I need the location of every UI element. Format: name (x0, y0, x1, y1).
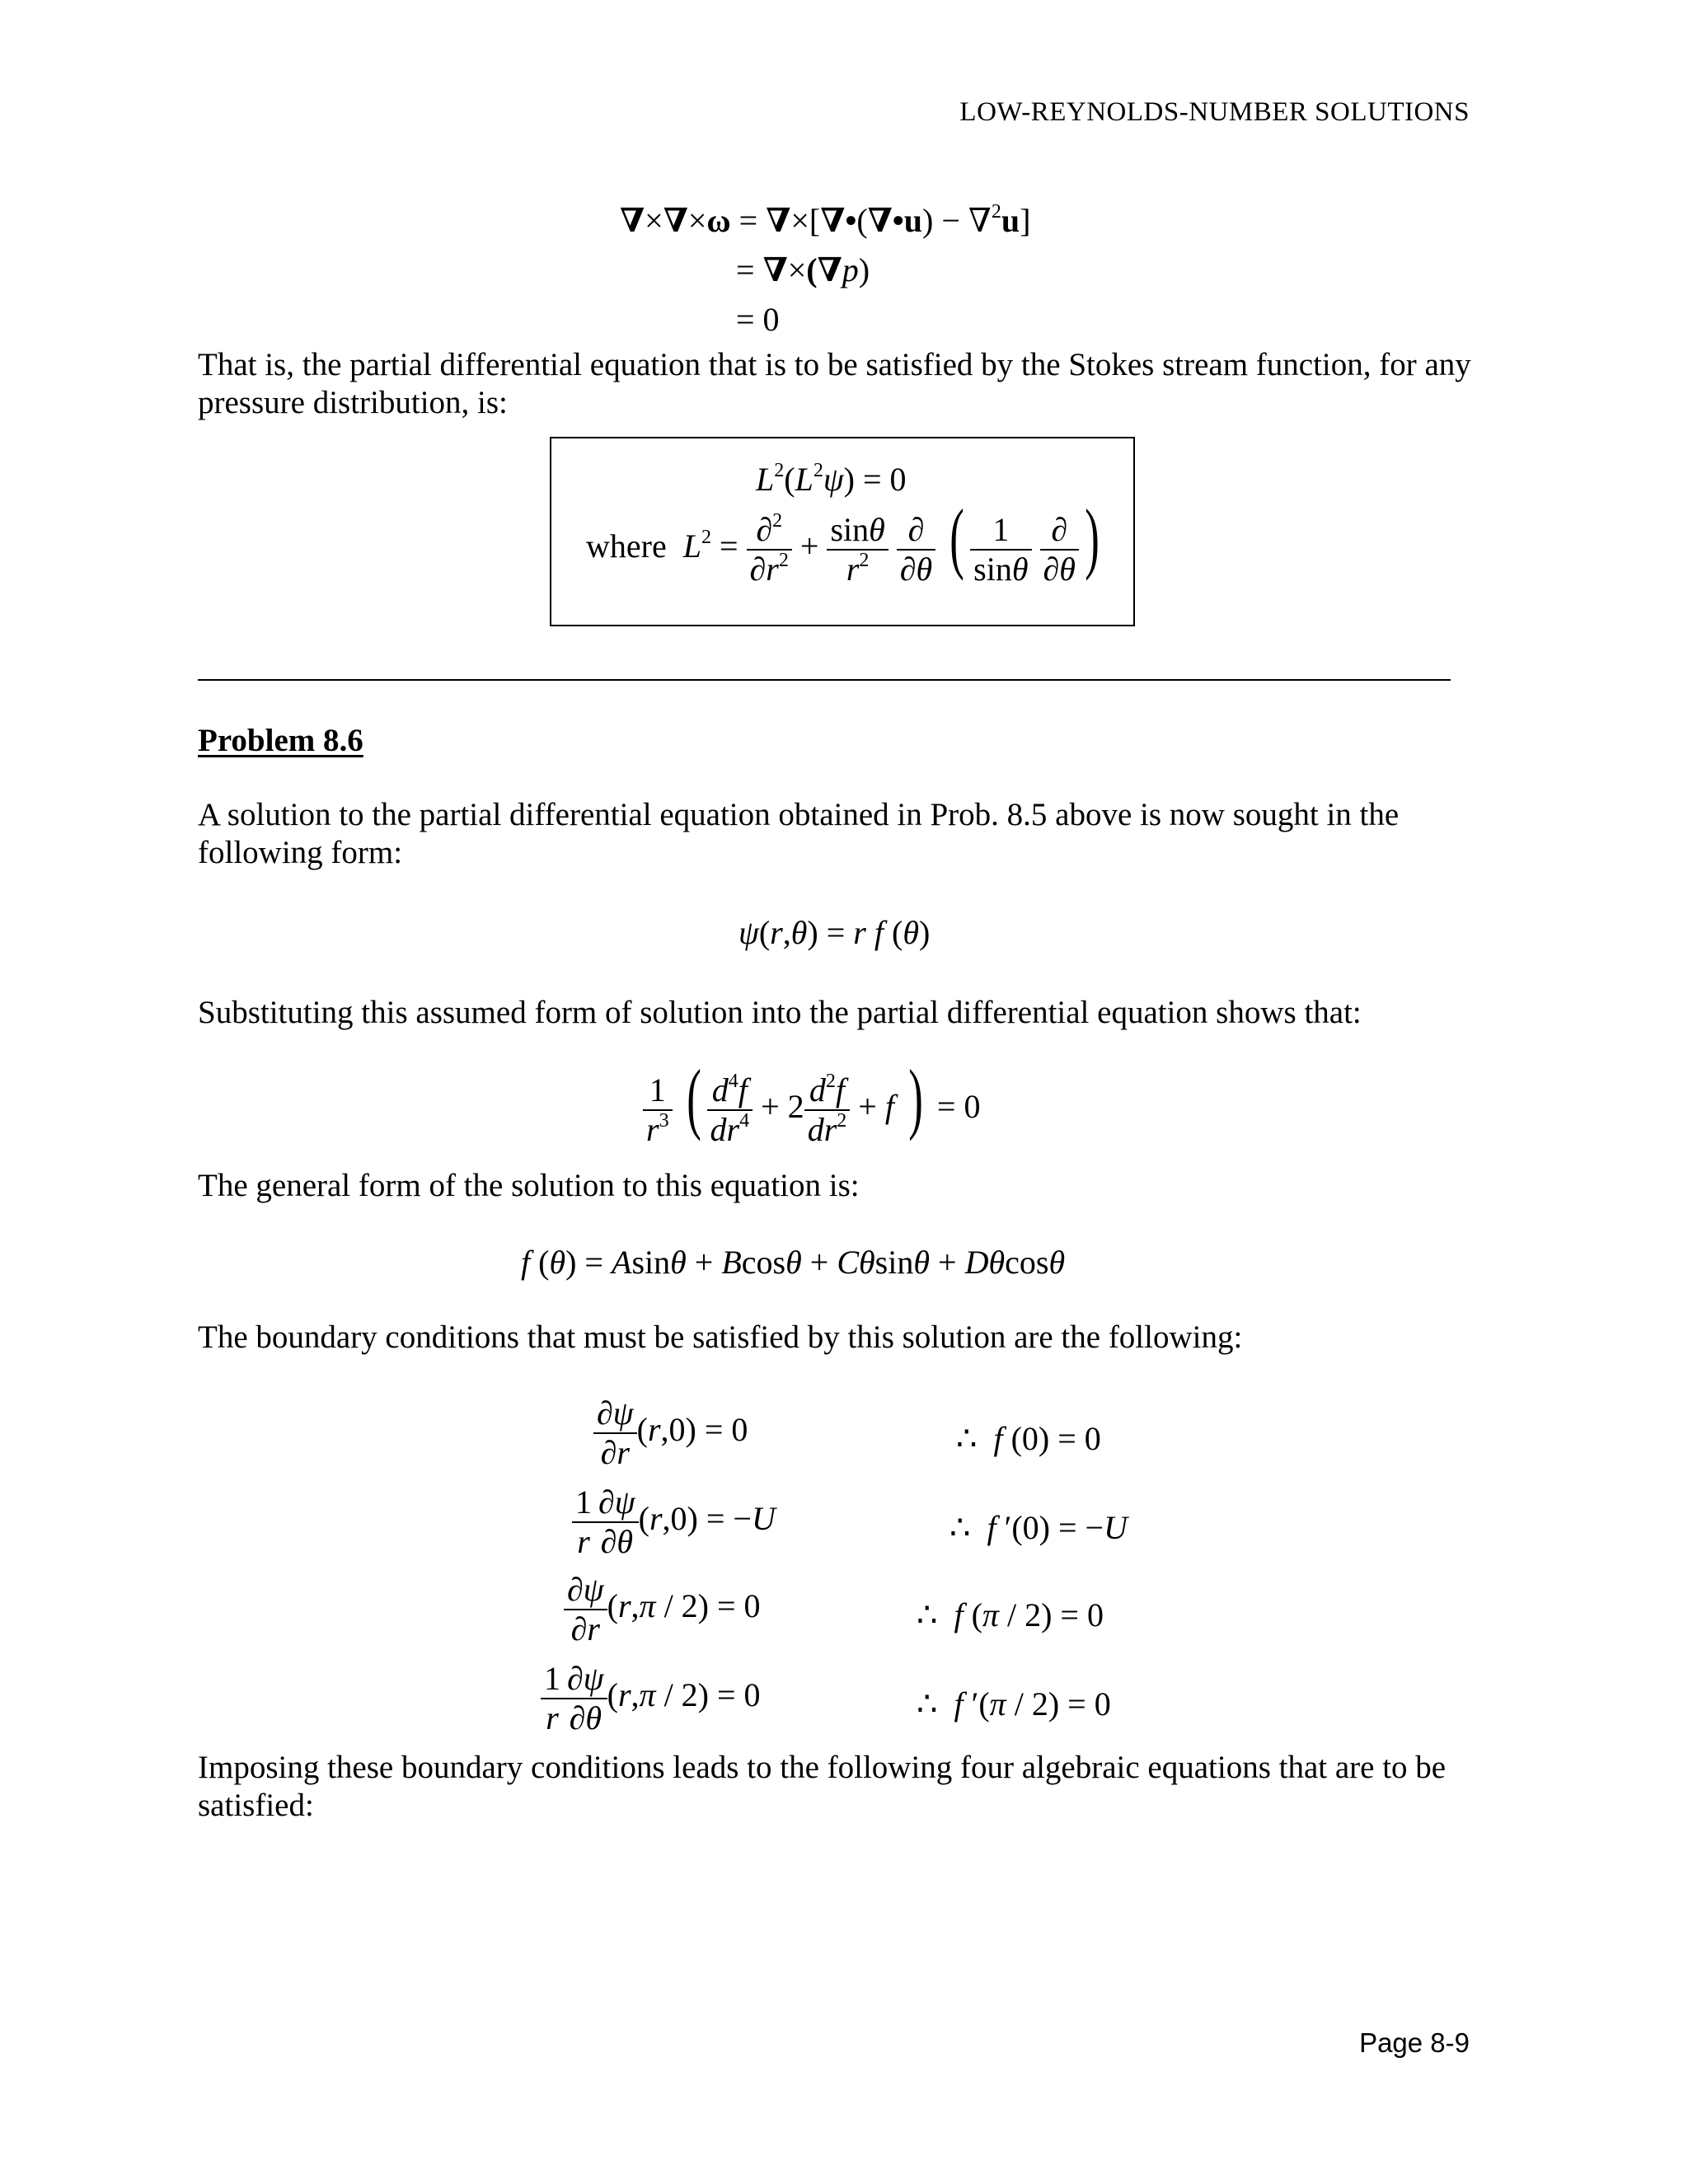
boundary-conditions-paragraph: The boundary conditions that must be satisfied by this solution are the following: (198, 1319, 1243, 1355)
equation-curl-curl-vorticity: ∇×∇×ω = ∇×[∇•(∇•u) − ∇$^2$u] (620, 201, 1031, 239)
problem-paragraph: A solution to the partial differential equation obtained in Prob. 8.5 above is now sought in the following form: (198, 797, 1400, 870)
bc-3-left: $\frac{\partial\psi}{\partial r}$ (r,π / 2) = 0 (564, 1571, 761, 1648)
bc-1-right: ∴ f (0) = 0 (956, 1420, 1101, 1457)
equation-general-solution: f (θ) = Asinθ + Bcosθ + Cθsinθ + Dθcosθ (521, 1244, 1066, 1281)
boxed-equation (550, 437, 1135, 626)
equation-equals-zero: = 0 (736, 301, 780, 338)
bc-4-right: ∴ f ′(π / 2) = 0 (917, 1685, 1111, 1722)
general-form-paragraph: The general form of the solution to this equation is: (198, 1168, 860, 1203)
equation-curl-grad-p: = ∇×(∇p) (736, 251, 870, 288)
intro-paragraph: That is, the partial differential equation that is to be satisfied by the Stokes stream function, for any pressure distribution, is: (198, 347, 1471, 420)
equation-ode: $\frac{1}{r^3}$ ( $\frac{d^4f}{dr^4}$ + 2 $\frac{d^2f}{dr^2}$ + f ) = 0 (643, 1071, 980, 1149)
bc-4-left: $\frac{1}{r}$ $\frac{\partial\psi}{\partial\theta}$ (r,π / 2) = 0 (541, 1660, 761, 1737)
where-label: where (586, 527, 667, 565)
page-number: Page 8-9 (1359, 2027, 1470, 2058)
bc-2-left: $\frac{1}{r}$ $\frac{\partial\psi}{\partial\theta}$ (r,0) = −U (572, 1483, 776, 1561)
equation-assumed-form: ψ(r,θ) = r f (θ) (738, 914, 931, 951)
problem-heading: Problem 8.6 (198, 723, 363, 758)
equation-l2-l2-psi: $L^2(L^2\psi) = 0$ (756, 460, 907, 498)
running-header: LOW-REYNOLDS-NUMBER SOLUTIONS (959, 97, 1470, 127)
section-divider (198, 679, 1451, 681)
bc-3-right: ∴ f (π / 2) = 0 (917, 1596, 1104, 1633)
bc-1-left: $\frac{\partial\psi}{\partial r}$ (r,0) = 0 (593, 1394, 748, 1472)
substituting-paragraph: Substituting this assumed form of solution into the partial differential equation shows that: (198, 995, 1362, 1030)
equation-l2-operator: where $L^2$ = $\frac{\partial^2}{\partial r^2}$ + $\frac{\sin\theta}{r^2}$ $\frac{\partial}{\partial\theta}$ ( $\frac{1}{\sin\theta}$ $\frac{\partial}{\partial\theta}$ ) (586, 493, 1100, 588)
imposing-paragraph: Imposing these boundary conditions leads to the following four algebraic equations that are to be satisfied: (198, 1750, 1447, 1823)
bc-2-right: ∴ f ′(0) = −U (950, 1509, 1128, 1546)
